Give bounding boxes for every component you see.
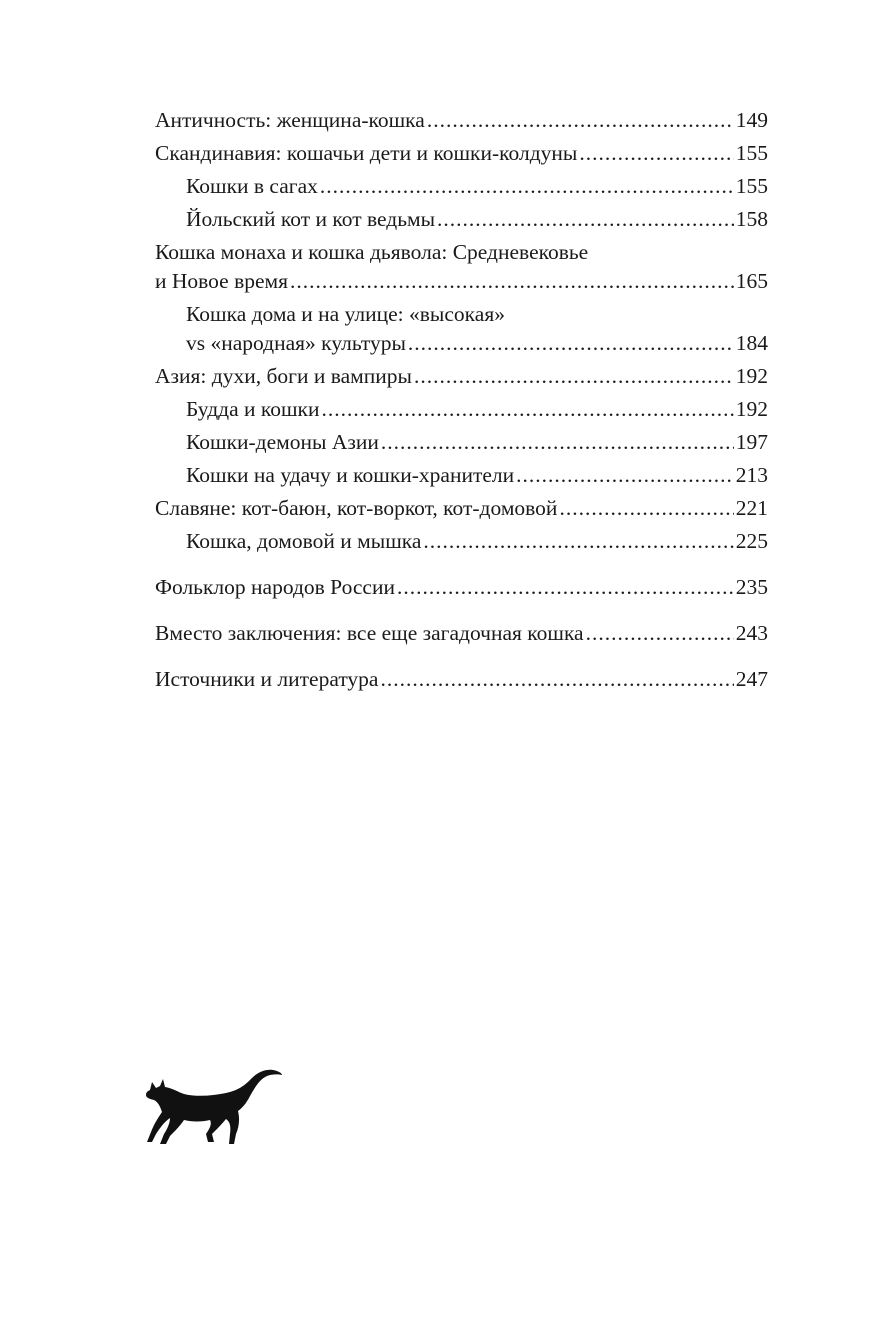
toc-subentry (155, 170, 768, 203)
toc-entry-page: 192 (735, 397, 768, 421)
toc-entry-page: 213 (735, 463, 768, 487)
toc-entry (155, 360, 768, 393)
dot-leader (397, 571, 734, 604)
toc-entry-title: и Новое время (155, 269, 289, 293)
toc-subentry (155, 426, 768, 459)
toc-entry-page: 192 (735, 364, 768, 388)
dot-leader (516, 459, 734, 492)
toc-entry-title: Вместо заключения: все еще загадочная кошка (155, 621, 584, 645)
toc-entry-title: Скандинавия: кошачьи дети и кошки-колдуны (155, 141, 578, 165)
toc-entry-title: Античность: женщина-кошка (155, 108, 425, 132)
toc-entry-page: 158 (735, 207, 768, 231)
toc-entry-page: 221 (735, 496, 768, 520)
toc-entry-page: 247 (735, 667, 768, 691)
toc-entry (155, 492, 768, 525)
toc-entry-title: Фольклор народов России (155, 575, 395, 599)
toc-entry (155, 617, 768, 650)
dot-leader (579, 137, 733, 170)
toc-entry-title: Кошки в сагах (186, 174, 318, 198)
toc-subentry (155, 459, 768, 492)
toc-subentry (155, 298, 768, 360)
toc-entry-title-line1: Кошка дома и на улице: «высокая» (186, 302, 505, 326)
toc-entry-title: Будда и кошки (186, 397, 320, 421)
toc-entry-page: 243 (735, 621, 768, 645)
toc-entry-title: Йольский кот и кот ведьмы (186, 207, 436, 231)
dot-leader (437, 203, 734, 236)
table-of-contents (155, 104, 768, 696)
dot-leader (322, 393, 734, 426)
toc-subentry (155, 203, 768, 236)
toc-entry-page: 225 (735, 529, 768, 553)
toc-subentry (155, 525, 768, 558)
toc-entry (155, 104, 768, 137)
toc-entry-title: Кошки на удачу и кошки-хранители (186, 463, 515, 487)
walking-cat-icon (140, 1064, 285, 1149)
toc-entry-title-line1: Кошка монаха и кошка дьявола: Средневековье (155, 240, 589, 264)
toc-entry-page: 149 (735, 108, 768, 132)
toc-entry-page: 155 (735, 141, 768, 165)
dot-leader (423, 525, 733, 558)
toc-entry-title: Кошки-демоны Азии (186, 430, 379, 454)
dot-leader (414, 360, 734, 393)
dot-leader (427, 104, 734, 137)
toc-entry-page: 165 (735, 269, 768, 293)
toc-entry (155, 137, 768, 170)
dot-leader (559, 492, 733, 525)
dot-leader (320, 170, 734, 203)
dot-leader (586, 617, 734, 650)
toc-entry-page: 235 (735, 575, 768, 599)
toc-entry-page: 184 (735, 331, 768, 355)
dot-leader (408, 329, 734, 358)
toc-entry (155, 663, 768, 696)
toc-entry-title: vs «народная» культуры (186, 331, 406, 355)
toc-entry-page: 155 (735, 174, 768, 198)
toc-entry-title: Источники и литература (155, 667, 379, 691)
toc-entry-page: 197 (735, 430, 768, 454)
toc-entry-title: Славяне: кот-баюн, кот-воркот, кот-домовой (155, 496, 558, 520)
dot-leader (381, 426, 734, 459)
toc-subentry (155, 393, 768, 426)
dot-leader (380, 663, 733, 696)
dot-leader (290, 267, 734, 296)
toc-entry-title: Кошка, домовой и мышка (186, 529, 422, 553)
toc-entry (155, 236, 768, 298)
toc-entry (155, 571, 768, 604)
toc-entry-title: Азия: духи, боги и вампиры (155, 364, 412, 388)
